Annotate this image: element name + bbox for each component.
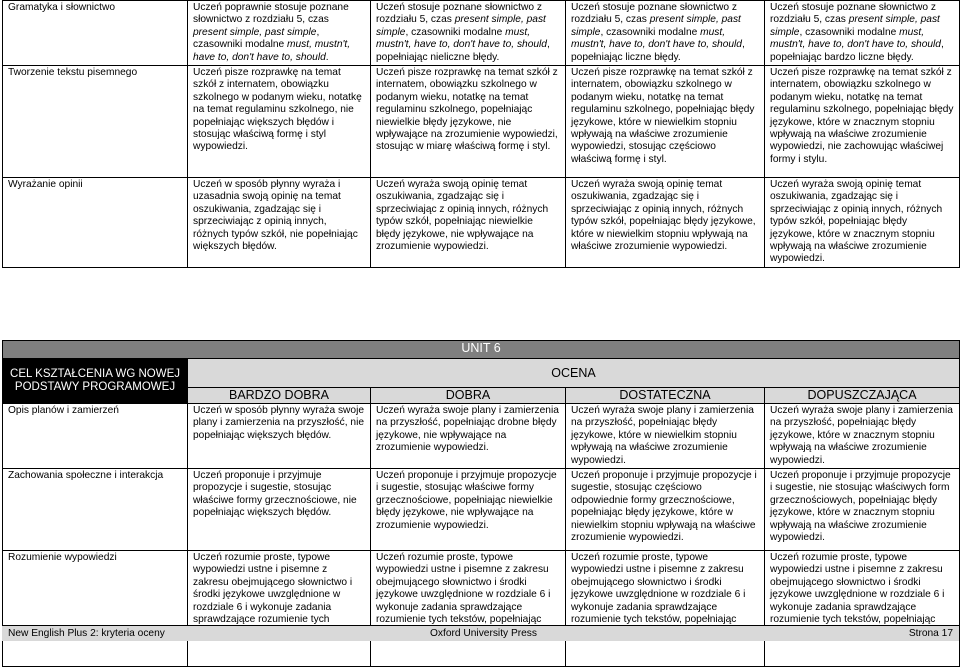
grammar-term: must, mustn't, have to, don't have to, should [770, 26, 941, 51]
criteria-row [3, 66, 960, 178]
grammar-term: must, mustn't, have to, don't have to, should [571, 26, 742, 51]
criteria-cell: Uczeń proponuje i przyjmuje propozycje i sugestie, stosując właściwe formy grzecznościowe, popełniając niewielkie błędy językowe, nie wpływające na zrozumienie wypowiedzi. [371, 469, 566, 551]
grade-satisfactory: DOSTATECZNA [566, 388, 765, 404]
category-label: Tworzenie tekstu pisemnego [3, 66, 188, 178]
criteria-text: , czasowniki modalne [799, 26, 900, 38]
criteria-text: Uczeń stosuje poznane słownictwo z rozdziału 5, czas [571, 2, 737, 26]
criteria-cell: Uczeń rozumie proste, typowe wypowiedzi ustne i pisemne z zakresu obejmującego słownictwo i środki językowe uwzględnione w rozdziale 6 i wykonuje zadania sprawdzające rozumienie tych tekstów, popełniając [765, 551, 960, 667]
top-criteria-table [2, 0, 960, 268]
criteria-cell [566, 1, 765, 66]
criteria-cell [188, 178, 371, 268]
criteria-cell [188, 1, 371, 66]
category-label: Zachowania społeczne i interakcja [3, 469, 188, 551]
criteria-text: Uczeń pisze rozprawkę na temat szkół z internatem, obowiązku szkolnego w podanym wieku, notatkę na temat regulaminu szkolnego, nie popełniając większych błędów i stosując właściwą formę i styl wypowiedzi. [193, 67, 362, 153]
criteria-cell: Uczeń wyraża swoje plany i zamierzenia na przyszłość, popełniając błędy językowe, które w znacznym stopniu wpływają na właściwe zrozumienie wypowiedzi. [765, 404, 960, 469]
criteria-cell [566, 66, 765, 178]
category-label: Rozumienie wypowiedzi [3, 551, 188, 667]
criteria-text: Uczeń poprawnie stosuje poznane słownictwo z rozdziału 5, czas [193, 2, 349, 26]
grade-sufficient: DOPUSZCZAJĄCA [765, 388, 960, 404]
criteria-text: Uczeń wyraża swoją opinię temat oszukiwania, zgadzając się i sprzeciwiając z opinią innych, różnych typów szkół, popełniając błędy językowe, które w niewielkim stopniu wpływają na właściwe zrozumienie wypowiedzi. [571, 179, 756, 253]
criteria-cell: Uczeń proponuje i przyjmuje propozycje i sugestie, stosując właściwe formy grzecznościowe, nie popełniając większych błędów. [188, 469, 371, 551]
criteria-cell [765, 1, 960, 66]
criteria-cell [566, 178, 765, 268]
criteria-row [3, 404, 960, 469]
criteria-text: Uczeń w sposób płynny wyraża i uzasadnia swoją opinię na temat oszukiwania, zgadzając się i sprzeciwiając z opinią innych, różnych typów szkół, nie popełniając większych błędów. [193, 179, 358, 253]
criteria-text: , popełniając nieliczne błędy. [376, 39, 550, 63]
criteria-cell: Uczeń wyraża swoje plany i zamierzenia na przyszłość, popełniając drobne błędy językowe, nie wpływające na zrozumienie wypowiedzi. [371, 404, 566, 469]
criteria-text: Uczeń pisze rozprawkę na temat szkół z internatem, obowiązku szkolnego w podanym wieku, notatkę na temat regulaminu szkolnego, popełniając błędy językowe, które w niewielkim stopniu wpływają na właściwe zrozumienie wypowiedzi, stosując częściowo właściwą formę i styl. [571, 67, 755, 165]
criteria-cell [765, 66, 960, 178]
criteria-cell: Uczeń rozumie proste, typowe wypowiedzi ustne i pisemne z zakresu obejmującego słownictwo i środki językowe uwzględnione w rozdziale 6 i wykonuje zadania sprawdzające rozumienie tych [188, 551, 371, 667]
criteria-text: , popełniając bardzo liczne błędy. [770, 39, 944, 63]
grammar-term: present simple, past simple [193, 26, 317, 38]
unit-title: UNIT 6 [3, 341, 960, 359]
criteria-text: Uczeń wyraża swoją opinię temat oszukiwania, zgadzając się i sprzeciwiając z opinią innych, różnych typów szkół, popełniając niewielkie błędy językowe, nie wpływające na zrozumienie wypowiedzi. [376, 179, 549, 253]
category-label: Opis planów i zamierzeń [3, 404, 188, 469]
criteria-text: Uczeń stosuje poznane słownictwo z rozdziału 5, czas [376, 2, 542, 26]
criteria-cell [765, 178, 960, 268]
criteria-text: Uczeń wyraża swoją opinię temat oszukiwania, zgadzając się i sprzeciwiając z opinią innych, różnych typów szkół, popełniając błędy językowe, które w znacznym stopniu wpływają na właściwe zrozumienie wypowiedzi. [770, 179, 943, 265]
criteria-text: Uczeń pisze rozprawkę na temat szkół z internatem, obowiązku szkolnego w podanym wieku, notatkę na temat regulaminu szkolnego, popełniając niewielkie błędy językowe, nie wpływające na zrozumienie wypowiedzi, stosując w miarę właściwą formę i styl. [376, 67, 558, 153]
criteria-text: . [325, 51, 329, 63]
criteria-cell [188, 66, 371, 178]
grammar-term: present simple, past simple [571, 14, 741, 38]
criteria-text: Uczeń stosuje poznane słownictwo z rozdziału 5, czas [770, 2, 936, 26]
criteria-text: Uczeń pisze rozprawkę na temat szkół z internatem, obowiązku szkolnego w podanym wieku, notatkę na temat regulaminu szkolnego, popełniając błędy językowe, które w znacznym stopniu wpływają na właściwe zrozumienie wypowiedzi, nie zachowując właściwej formy i stylu. [770, 67, 954, 165]
grade-very-good: BARDZO DOBRA [188, 388, 371, 404]
page-footer [2, 625, 959, 641]
footer-publisher: Oxford University Press [430, 628, 537, 639]
criteria-cell: Uczeń rozumie proste, typowe wypowiedzi ustne i pisemne z zakresu obejmującego słownictwo i środki językowe uwzględnione w rozdziale 6 i wykonuje zadania sprawdzające rozumienie tych tekstów, popełniając [566, 551, 765, 667]
category-label: Wyrażanie opinii [3, 178, 188, 268]
footer-page-number: Strona 17 [908, 628, 953, 639]
unit-title-row [3, 341, 960, 359]
unit6-criteria-table [2, 340, 960, 667]
criteria-row [3, 551, 960, 667]
criteria-row [3, 469, 960, 551]
grade-good: DOBRA [371, 388, 566, 404]
criteria-cell [371, 66, 566, 178]
criteria-cell [371, 1, 566, 66]
criteria-text: , czasowniki modalne [405, 26, 506, 38]
header-row-ocena [3, 359, 960, 388]
category-label: Gramatyka i słownictwo [3, 1, 188, 66]
grammar-term: must, mustn't, have to, don't have to, should [376, 26, 547, 51]
objective-header: CEL KSZTAŁCENIA WG NOWEJ PODSTAWY PROGRAMOWEJ [3, 359, 188, 404]
criteria-text: , popełniając liczne błędy. [571, 39, 745, 63]
criteria-text: , czasowniki modalne [600, 26, 701, 38]
grammar-term: present simple, past simple [770, 14, 940, 38]
criteria-cell: Uczeń rozumie proste, typowe wypowiedzi ustne i pisemne z zakresu obejmującego słownictwo i środki językowe uwzględnione w rozdziale 6 i wykonuje zadania sprawdzające rozumienie tych tekstów, popełniając [371, 551, 566, 667]
grammar-term: present simple, past simple [376, 14, 546, 38]
grade-header: OCENA [188, 359, 960, 388]
criteria-row [3, 178, 960, 268]
grammar-term: must, mustn't, have to, don't have to, should [193, 39, 351, 63]
footer-course-title: New English Plus 2: kryteria oceny [8, 628, 165, 639]
criteria-text: , czasowniki modalne [193, 26, 320, 51]
criteria-cell: Uczeń proponuje i przyjmuje propozycje i sugestie, stosując częściowo odpowiednie formy grzecznościowe, popełniając błędy językowe, które w niewielkim stopniu wpływają na właściwe zrozumienie wypowiedzi. [566, 469, 765, 551]
criteria-cell: Uczeń w sposób płynny wyraża swoje plany i zamierzenia na przyszłość, nie popełniając większych błędów. [188, 404, 371, 469]
criteria-cell: Uczeń wyraża swoje plany i zamierzenia na przyszłość, popełniając błędy językowe, które w niewielkim stopniu wpływają na właściwe zrozumienie wypowiedzi. [566, 404, 765, 469]
criteria-cell: Uczeń proponuje i przyjmuje propozycje i sugestie, nie stosując właściwych form grzecznościowych, popełniając błędy językowe, które w znacznym stopniu wpływają na właściwe zrozumienie wypowiedzi. [765, 469, 960, 551]
criteria-row [3, 1, 960, 66]
criteria-cell [371, 178, 566, 268]
